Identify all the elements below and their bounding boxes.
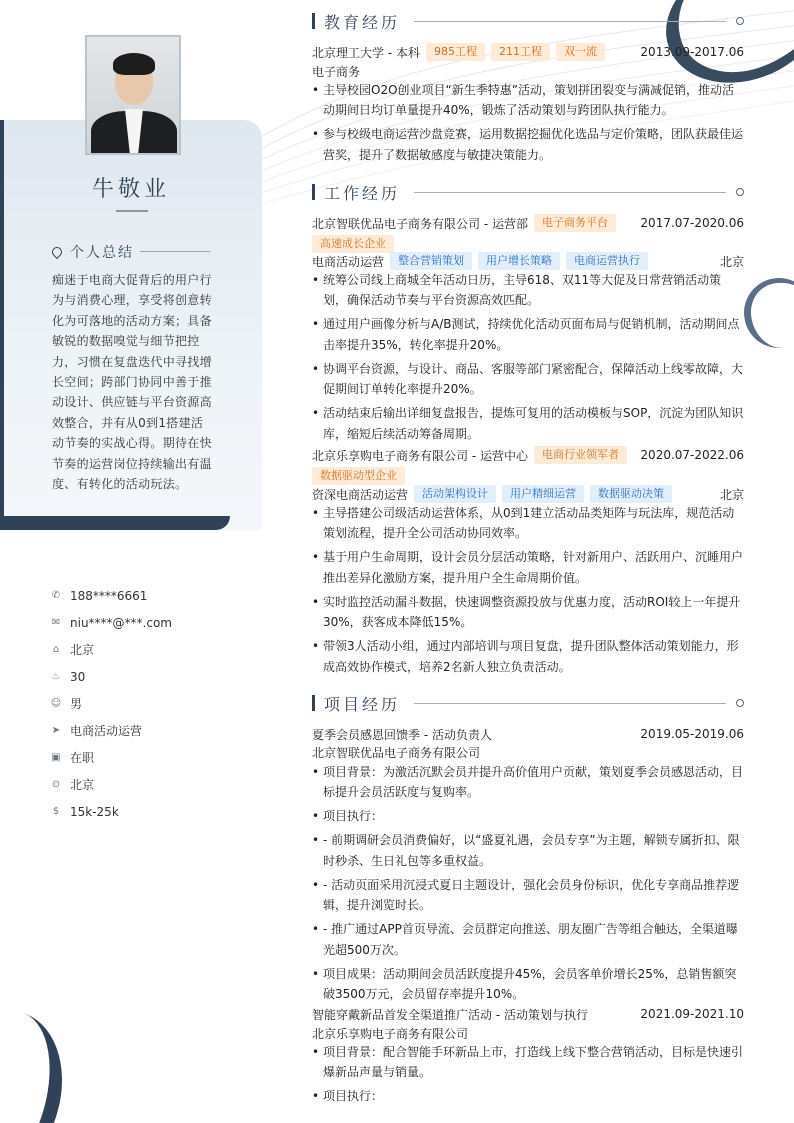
contact-phone [50, 582, 250, 609]
salary-icon: $ [52, 805, 60, 817]
role-tag: 整合营销策划 [390, 252, 472, 270]
project-bullets [312, 762, 744, 1008]
job-tag-row [312, 235, 744, 253]
company-tag: 数据驱动型企业 [312, 467, 405, 485]
contact-text: 在职 [70, 751, 95, 765]
list-item: • 参与校级电商运营沙盘竞赛，运用数据挖掘优化选品与定价策略，团队获最佳运营奖，提升了数据敏感度与敏捷决策能力。 [312, 124, 744, 165]
job-header-row [312, 214, 744, 232]
list-item: • 带领3人活动小组，通过内部培训与项目复盘，提升团队整体活动策划能力，形成高效协作模式，培养2名新人独立负责活动。 [312, 636, 744, 677]
pin-icon [736, 699, 744, 707]
job-city: 北京 [719, 254, 744, 269]
company-name: 北京智联优品电子商务有限公司 - 运营部 [312, 216, 528, 231]
pin-icon [50, 245, 64, 259]
company-tag: 高速成长企业 [312, 235, 394, 253]
job-date: 2017.07-2020.06 [640, 216, 744, 230]
list-item: • 项目执行： [312, 806, 744, 826]
pin-icon [736, 188, 744, 196]
school-tag: 双一流 [556, 43, 605, 61]
role-tag: 活动架构设计 [414, 485, 496, 503]
project-name: 智能穿戴新品首发全渠道推广活动 - 活动策划与执行 [312, 1007, 588, 1022]
list-item: • 实时监控活动漏斗数据，快速调整资源投放与优惠力度，活动ROI较上一年提升30%，获客成本降低15%。 [312, 592, 744, 633]
section-rule [414, 192, 726, 193]
location-icon: ⊙ [51, 778, 61, 790]
company-name: 北京乐享购电子商务有限公司 - 运营中心 [312, 448, 528, 463]
contact-status [50, 744, 250, 771]
school-name: 北京理工大学 - 本科 [312, 45, 420, 60]
job-role-row [312, 252, 744, 270]
list-item: • 项目成果：活动期间会员活跃度提升45%，会员客单价增长25%，总销售额突破3500万元，会员留存率提升10%。 [312, 964, 744, 1005]
contact-salary [50, 798, 250, 825]
company-tag: 电商行业领军者 [534, 446, 627, 464]
education-section-header [312, 10, 744, 32]
company-tag: 电子商务平台 [534, 214, 616, 232]
avatar [85, 35, 181, 155]
role-tag: 数据驱动决策 [590, 485, 672, 503]
job-header-row [312, 446, 744, 464]
section-marker [312, 695, 315, 711]
list-item: • 通过用户画像分析与A/B测试，持续优化活动页面布局与促销机制，活动期间点击率提升35%，转化率提升20%。 [312, 314, 744, 355]
contact-text: 北京 [70, 778, 95, 792]
project-date: 2021.09-2021.10 [640, 1007, 744, 1021]
section-rule [414, 703, 726, 704]
project-company: 北京智联优品电子商务有限公司 [312, 745, 481, 760]
list-item: • - 活动页面采用沉浸式夏日主题设计，强化会员身份标识，优化专享商品推荐逻辑，提升浏览时长。 [312, 875, 744, 916]
section-rule [414, 21, 726, 22]
job-city: 北京 [719, 487, 744, 502]
list-item: • 项目背景：为激活沉默会员并提升高价值用户贡献，策划夏季会员感恩活动，目标提升会员活跃度与复购率。 [312, 762, 744, 803]
project-name: 夏季会员感恩回馈季 - 活动负责人 [312, 727, 492, 742]
gender-icon: ☺ [50, 697, 62, 709]
job-bullets [312, 270, 744, 448]
section-marker [312, 13, 315, 29]
project-header-row [312, 1005, 744, 1023]
contact-gender [50, 690, 250, 717]
job-role: 资深电商活动运营 [312, 487, 409, 502]
pin-icon [736, 17, 744, 25]
major: 电子商务 [312, 64, 361, 79]
contact-list [50, 582, 250, 825]
contact-text: 男 [70, 697, 83, 711]
profile-card-bottom-accent [0, 516, 230, 530]
list-item: • 统筹公司线上商城全年活动日历，主导618、双11等大促及日常营销活动策划，确保活动节奏与平台资源高效匹配。 [312, 270, 744, 311]
job-bullets [312, 503, 744, 681]
summary-heading [52, 242, 134, 262]
education-date: 2013.09-2017.06 [640, 45, 744, 59]
section-title: 教育经历 [324, 12, 401, 32]
list-item: • 项目背景：配合智能手环新品上市，打造线上线下整合营销活动，目标是快速引爆新品声量与销量。 [312, 1042, 744, 1083]
list-item: • 活动结束后输出详细复盘报告，提炼可复用的活动模板与SOP，沉淀为团队知识库，缩短后续活动筹备周期。 [312, 403, 744, 444]
project-bullets [312, 1042, 744, 1110]
role-tag: 电商运营执行 [566, 252, 648, 270]
project-date: 2019.05-2019.06 [640, 727, 744, 741]
education-header-row [312, 43, 744, 61]
contact-text: 188****6661 [70, 588, 148, 603]
projects-section-header [312, 692, 744, 714]
contact-city [50, 771, 250, 798]
list-item: • - 推广通过APP首页导流、会员群定向推送、朋友圈广告等组合触达，全渠道曝光超500万次。 [312, 919, 744, 960]
mail-icon: ✉ [51, 616, 61, 628]
home-icon: ⌂ [52, 643, 60, 655]
role-tag: 用户精细运营 [502, 485, 584, 503]
decorative-wave-bottom-left [0, 997, 80, 1123]
contact-text: 15k-25k [70, 804, 119, 819]
contact-text: 30 [70, 669, 86, 684]
education-major-row [312, 62, 744, 80]
project-company-row [312, 1024, 744, 1042]
list-item: • 项目执行： [312, 1086, 744, 1106]
contact-age [50, 663, 250, 690]
section-title: 项目经历 [324, 694, 401, 714]
project-company-row [312, 743, 744, 761]
status-icon: ▣ [51, 751, 61, 763]
decorative-wave-mid-right [738, 272, 794, 353]
list-item: • 协调平台资源，与设计、商品、客服等部门紧密配合，保障活动上线零故障，大促期间订单转化率提升20%。 [312, 359, 744, 400]
profile-card-accent [0, 120, 4, 530]
list-item: • 主导搭建公司级活动运营体系，从0到1建立活动品类矩阵与玩法库，规范活动策划流程，提升全公司活动协同效率。 [312, 503, 744, 544]
contact-position [50, 717, 250, 744]
work-section-header [312, 181, 744, 203]
send-icon: ➤ [51, 724, 61, 736]
school-tag: 211工程 [491, 43, 550, 61]
contact-text: 电商活动运营 [70, 724, 143, 738]
job-tag-row [312, 467, 744, 485]
education-bullets [312, 80, 744, 169]
summary-divider [140, 251, 210, 252]
project-header-row [312, 725, 744, 743]
role-tag: 用户增长策略 [478, 252, 560, 270]
project-company: 北京乐享购电子商务有限公司 [312, 1026, 469, 1041]
summary-text: 痴迷于电商大促背后的用户行为与消费心理，享受将创意转化为可落地的活动方案；具备敏锐的数据嗅觉与细节把控力，习惯在复盘迭代中寻找增长空间；跨部门协同中善于推动设计、供应链与平台资源高效整合，并有从0到1搭建活动节奏的实战心得。期待在快节奏的运营岗位持续输出有温度、有转化的活动玩法。 [52, 273, 212, 492]
section-title: 工作经历 [324, 183, 401, 203]
job-role: 电商活动运营 [312, 254, 385, 269]
contact-text: niu****@***.com [70, 615, 172, 630]
list-item: • - 前期调研会员消费偏好，以“盛夏礼遇，会员专享”为主题，解锁专属折扣、限时秒杀、生日礼包等多重权益。 [312, 830, 744, 871]
section-marker [312, 184, 315, 200]
summary-title: 个人总结 [70, 245, 134, 261]
contact-text: 北京 [70, 643, 95, 657]
candidate-name: 牛敬业 [91, 177, 170, 202]
list-item: • 主导校园O2O创业项目“新生季特惠”活动，策划拼团裂变与满减促销，推动活动期间日均订单量提升40%，锻炼了活动策划与跨团队执行能力。 [312, 80, 744, 121]
school-tag: 985工程 [426, 43, 485, 61]
name-divider [116, 210, 148, 212]
list-item: • 基于用户生命周期，设计会员分层活动策略，针对新用户、活跃用户、沉睡用户推出差异化激励方案，提升用户全生命周期价值。 [312, 547, 744, 588]
cake-icon: ♨ [51, 670, 61, 682]
contact-email [50, 609, 250, 636]
contact-hometown [50, 636, 250, 663]
job-role-row [312, 485, 744, 503]
phone-icon: ✆ [51, 589, 61, 601]
job-date: 2020.07-2022.06 [640, 448, 744, 462]
